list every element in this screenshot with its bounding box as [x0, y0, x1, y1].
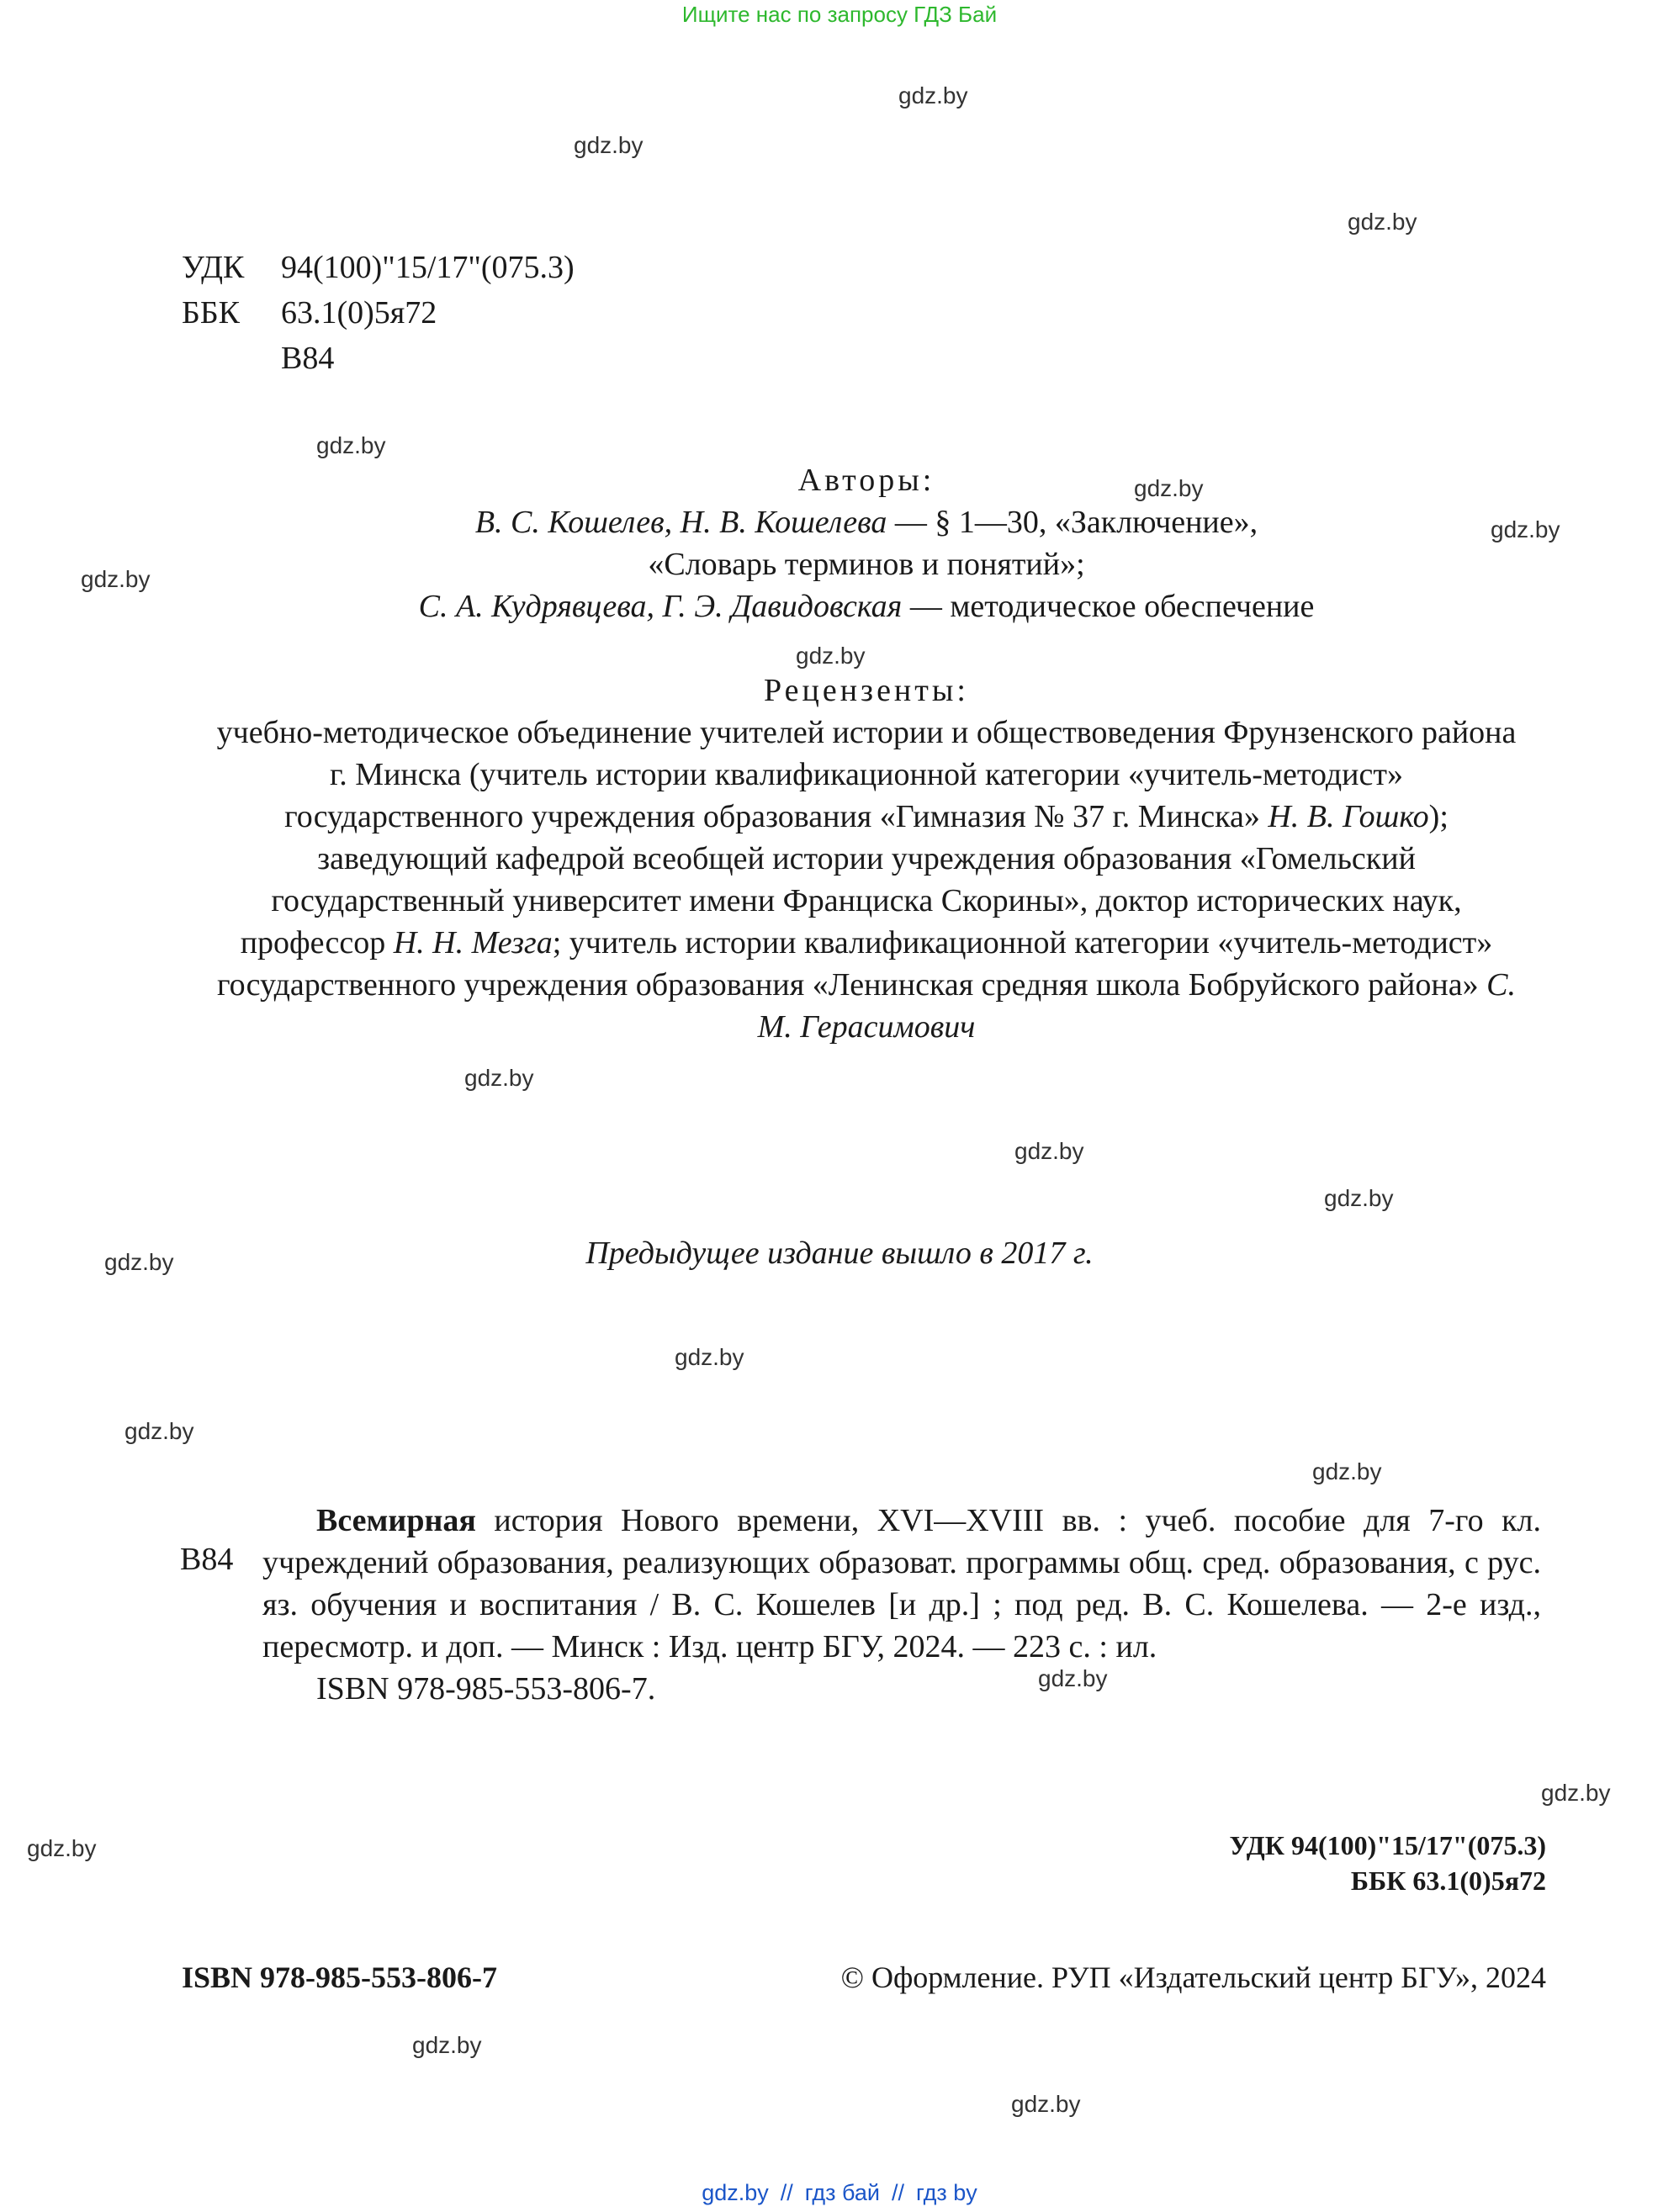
catalog-description — [262, 1500, 1541, 1710]
watermark: gdz.by — [27, 1835, 97, 1861]
bbk-value: 63.1(0)5я72 — [281, 295, 437, 331]
author-mark: В84 — [281, 341, 335, 376]
imprint-bbk: ББК 63.1(0)5я72 — [1350, 1865, 1546, 1896]
watermark: gdz.by — [464, 1065, 534, 1091]
watermark: gdz.by — [81, 566, 151, 592]
imprint-isbn: ISBN 978-985-553-806-7 — [182, 1961, 497, 1994]
authors-section — [202, 459, 1531, 627]
watermark: gdz.by — [124, 1418, 194, 1444]
authors-line-2: «Словарь терминов и понятий»; — [648, 547, 1085, 582]
udk-value: 94(100)"15/17"(075.3) — [281, 250, 575, 285]
footer-links — [0, 2180, 1679, 2206]
watermark: gdz.by — [412, 2032, 482, 2058]
watermark: gdz.by — [1011, 2091, 1081, 2117]
authors-line-1 — [202, 501, 1531, 543]
watermark: gdz.by — [1312, 1458, 1382, 1484]
authors-heading: Авторы: — [797, 463, 935, 498]
bbk-label: ББК — [182, 295, 240, 331]
reviewers-text-1: учебно-методическое объединение учителей истории и обществоведения Фрунзенского района г. Минска (учитель истории квалификационной категории «учитель-методист» государственного учреждения образования «Гимназия № 37 г. Минска» — [216, 715, 1517, 834]
reviewers-section — [210, 669, 1523, 1048]
reviewers-text — [210, 712, 1523, 1048]
watermark: gdz.by — [1541, 1780, 1611, 1806]
authors-role-2: — методическое обеспечение — [902, 589, 1315, 624]
imprint-copyright: © Оформление. РУП «Издательский центр БГУ», 2024 — [840, 1961, 1546, 1994]
reviewers-heading: Рецензенты: — [764, 673, 969, 708]
watermark: gdz.by — [104, 1249, 174, 1275]
watermark: gdz.by — [574, 132, 644, 158]
footer-link-gdz-by[interactable]: gdz.by — [702, 2180, 769, 2205]
authors-line-3 — [202, 585, 1531, 627]
previous-edition-note: Предыдущее издание вышло в 2017 г. — [585, 1236, 1094, 1271]
authors-names-2: С. А. Кудрявцева, Г. Э. Давидовская — [418, 589, 903, 624]
footer-link-gdz-by-alt[interactable]: гдз by — [916, 2180, 977, 2205]
footer-separator: // — [780, 2180, 793, 2205]
watermark: gdz.by — [1491, 516, 1560, 542]
catalog-entry — [262, 1500, 1541, 1668]
catalog-mark: В84 — [180, 1542, 234, 1577]
watermark: gdz.by — [1348, 209, 1417, 235]
reviewer-name-2: Н. Н. Мезга — [393, 925, 553, 960]
catalog-title-bold: Всемирная — [316, 1503, 476, 1538]
footer-separator: // — [891, 2180, 904, 2205]
reviewers-text-2: ); заведующий кафедрой всеобщей истории учреждения образования «Гомельский государственный университет имени Франциска Скорины», доктор исторических наук, профессор — [240, 799, 1462, 960]
imprint-udk: УДК 94(100)"15/17"(075.3) — [1229, 1830, 1546, 1860]
watermark: gdz.by — [796, 643, 866, 669]
reviewers-text-3: ; учитель истории квалификационной категории «учитель-методист» государственного учреждения образования «Ленинская средняя школа Бобруйского района» — [217, 925, 1493, 1003]
watermark: gdz.by — [1134, 475, 1204, 501]
watermark: gdz.by — [1014, 1138, 1084, 1164]
watermark: gdz.by — [898, 82, 968, 108]
udk-label: УДК — [182, 250, 245, 285]
catalog-entry-text: история Нового времени, XVI—XVIII вв. : учеб. пособие для 7-го кл. учреждений образования, реализующих образоват. программы общ. сред. образования, с рус. яз. обучения и воспитания / В. С. Кошелев [и др.] ; под ред. В. С. Кошелева. — 2-е изд., пересмотр. и доп. — Минск : Изд. центр БГУ, 2024. — 223 с. : ил. — [262, 1503, 1541, 1664]
authors-names-1: В. С. Кошелев, Н. В. Кошелева — [474, 505, 887, 540]
reviewer-name-3: С. М. Герасимович — [757, 967, 1516, 1045]
watermark: gdz.by — [316, 432, 386, 458]
watermark: gdz.by — [1038, 1665, 1108, 1691]
watermark: gdz.by — [1324, 1185, 1394, 1211]
watermark: gdz.by — [675, 1344, 744, 1370]
reviewer-name-1: Н. В. Гошко — [1268, 799, 1429, 834]
footer-link-gdz-bai[interactable]: гдз бай — [804, 2180, 880, 2205]
authors-role-1: — § 1—30, «Заключение», — [887, 505, 1258, 540]
catalog-isbn: ISBN 978-985-553-806-7. — [316, 1671, 656, 1707]
top-banner-link[interactable]: Ищите нас по запросу ГДЗ Бай — [681, 2, 998, 27]
